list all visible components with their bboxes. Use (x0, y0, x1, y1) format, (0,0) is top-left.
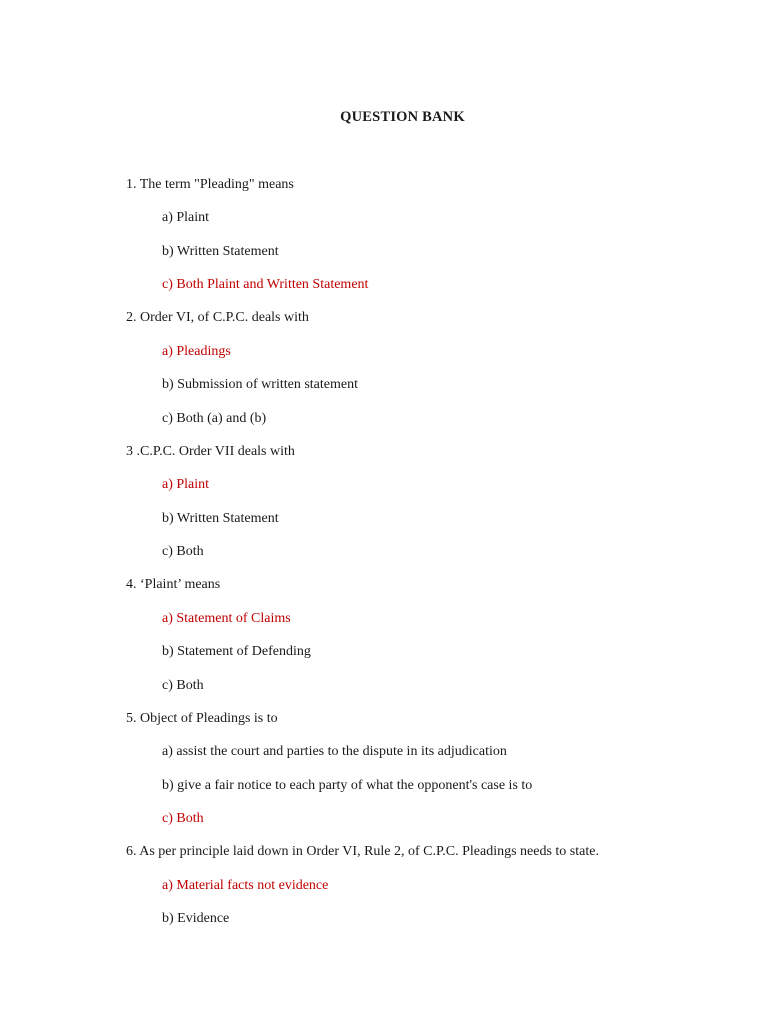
question-text: 4. ‘Plaint’ means (126, 577, 221, 592)
question-text: 6. As per principle laid down in Order VI, Rule 2, of C.P.C. Pleadings needs to state. (126, 844, 599, 859)
answer-option: a) Statement of Claims (162, 611, 291, 626)
answer-option: a) Material facts not evidence (162, 878, 329, 893)
question-text: 2. Order VI, of C.P.C. deals with (126, 310, 309, 325)
answer-option: c) Both (162, 811, 204, 826)
page-title: QUESTION BANK (340, 109, 465, 125)
answer-option: a) Plaint (162, 210, 210, 225)
answer-option: c) Both (a) and (b) (162, 411, 267, 426)
answer-option: c) Both Plaint and Written Statement (162, 277, 369, 292)
answer-option: b) give a fair notice to each party of what the opponent's case is to (162, 778, 533, 793)
answer-option: b) Submission of written statement (162, 377, 358, 392)
answer-option: a) Plaint (162, 477, 210, 492)
answer-option: b) Evidence (162, 911, 230, 926)
answer-option: c) Both (162, 678, 204, 693)
question-text: 5. Object of Pleadings is to (126, 711, 278, 726)
question-text: 3 .C.P.C. Order VII deals with (126, 444, 295, 459)
question-text: 1. The term "Pleading" means (126, 177, 294, 192)
answer-option: b) Written Statement (162, 244, 279, 259)
answer-option: a) assist the court and parties to the dispute in its adjudication (162, 744, 507, 759)
answer-option: b) Statement of Defending (162, 644, 311, 659)
answer-option: c) Both (162, 544, 204, 559)
answer-option: a) Pleadings (162, 344, 231, 359)
answer-option: b) Written Statement (162, 511, 279, 526)
